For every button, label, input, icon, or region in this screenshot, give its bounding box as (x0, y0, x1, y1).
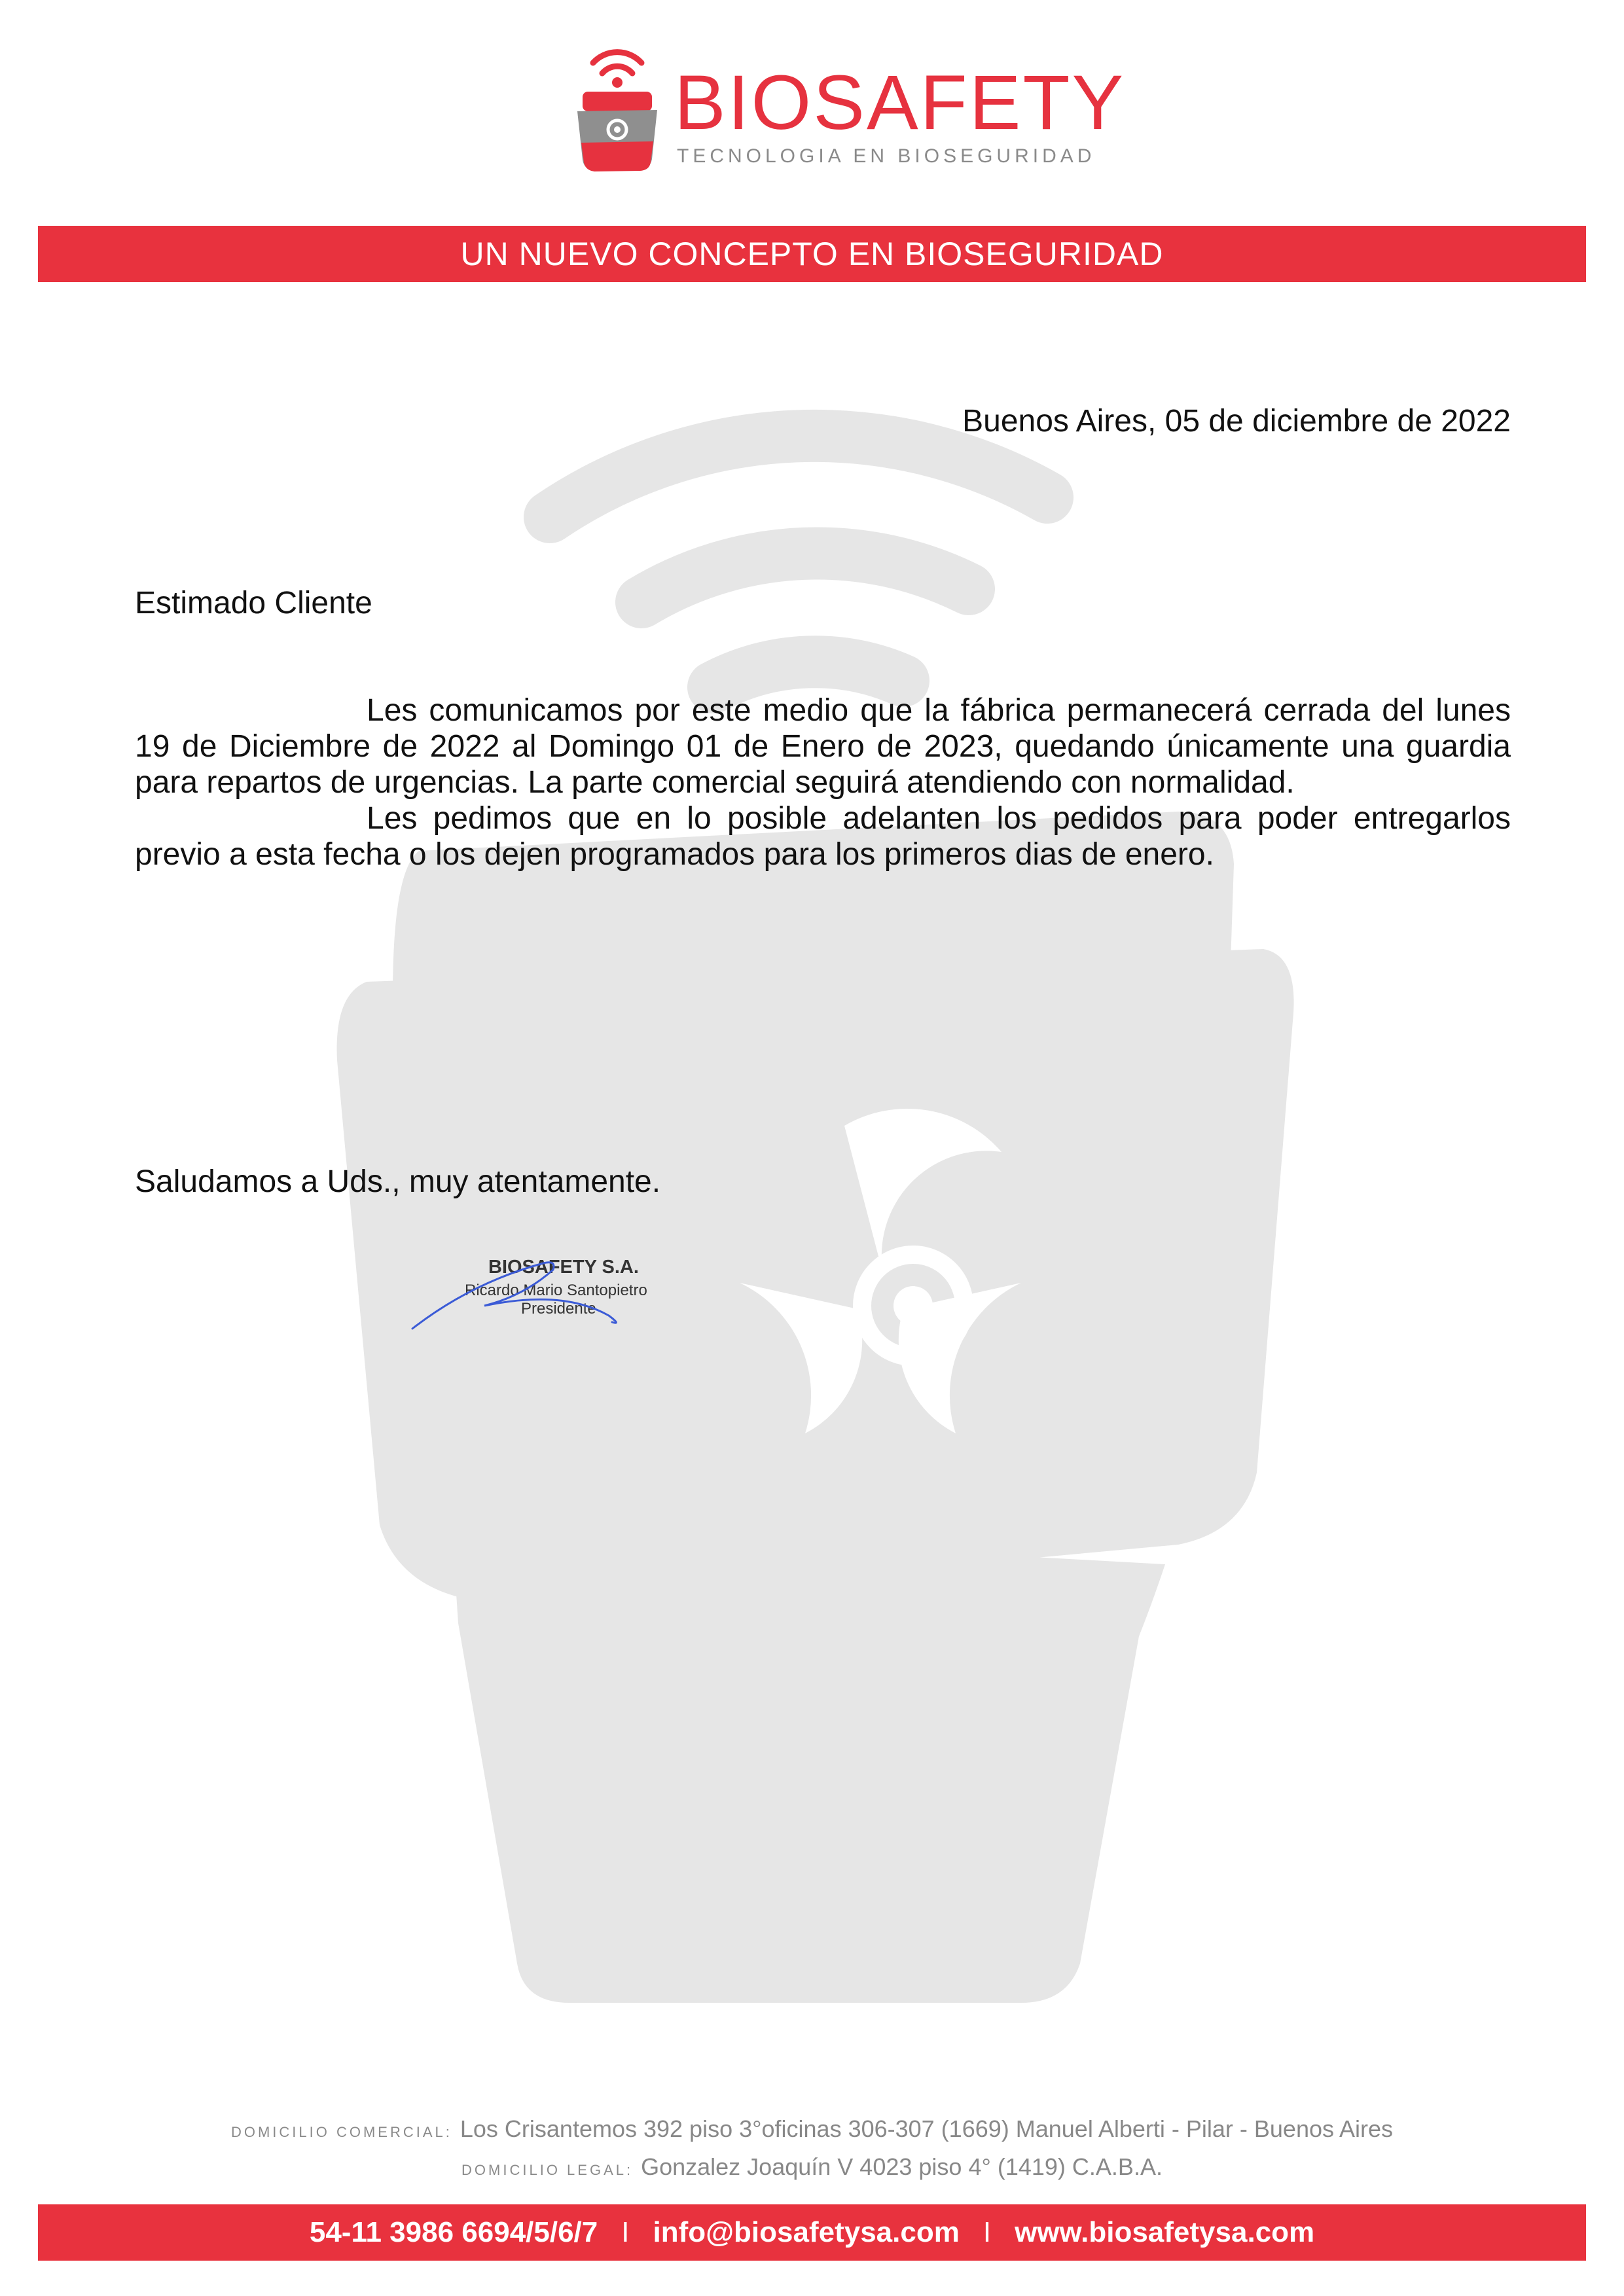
biohazard-container-logo-icon (568, 45, 666, 175)
footer-website-link[interactable]: www.biosafetysa.com (1015, 2216, 1315, 2248)
header-banner: UN NUEVO CONCEPTO EN BIOSEGURIDAD (38, 226, 1586, 282)
legal-address-text: Gonzalez Joaquín V 4023 piso 4° (1419) C.A.B.A. (641, 2153, 1163, 2180)
letter-paragraph: Les pedimos que en lo posible adelanten los pedidos para poder entregarlos previo a esta fecha o los dejen programados para los primeros dias de enero. (135, 801, 1511, 872)
footer-separator: I (621, 2216, 630, 2248)
brand-name: BIOSAFETY (674, 60, 1126, 146)
signature-title: Presidente (521, 1300, 596, 1318)
legal-address (0, 2153, 1624, 2181)
signature-name: Ricardo Mario Santopietro (465, 1282, 647, 1299)
letter-body (135, 692, 1511, 872)
commercial-address-label: DOMICILIO COMERCIAL: (230, 2124, 452, 2140)
brand-tagline: TECNOLOGIA EN BIOSEGURIDAD (677, 145, 1096, 167)
footer-separator: I (983, 2216, 992, 2248)
signature-company: BIOSAFETY S.A. (488, 1257, 639, 1278)
legal-address-label: DOMICILIO LEGAL: (461, 2162, 634, 2178)
signature-block (393, 1244, 681, 1342)
commercial-address (0, 2115, 1624, 2143)
footer-email-link[interactable]: info@biosafetysa.com (653, 2216, 960, 2248)
letter-greeting: Estimado Cliente (135, 586, 372, 620)
letter-closing: Saludamos a Uds., muy atentamente. (135, 1164, 661, 1199)
commercial-address-text: Los Crisantemos 392 piso 3°oficinas 306-307 (1669) Manuel Alberti - Pilar - Buenos Aires (460, 2115, 1394, 2142)
brand-logo (563, 41, 1126, 178)
handwritten-signature-icon (393, 1244, 681, 1342)
footer-phone: 54-11 3986 6694/5/6/7 (309, 2216, 598, 2248)
letter-date: Buenos Aires, 05 de diciembre de 2022 (962, 404, 1511, 439)
letter-paragraph: Les comunicamos por este medio que la fábrica permanecerá cerrada del lunes 19 de Diciembre de 2022 al Domingo 01 de Enero de 2023, quedando únicamente una guardia para repartos de urgencias. La parte comercial seguirá atendiendo con normalidad. (135, 693, 1511, 800)
footer-contact-bar (38, 2204, 1586, 2261)
